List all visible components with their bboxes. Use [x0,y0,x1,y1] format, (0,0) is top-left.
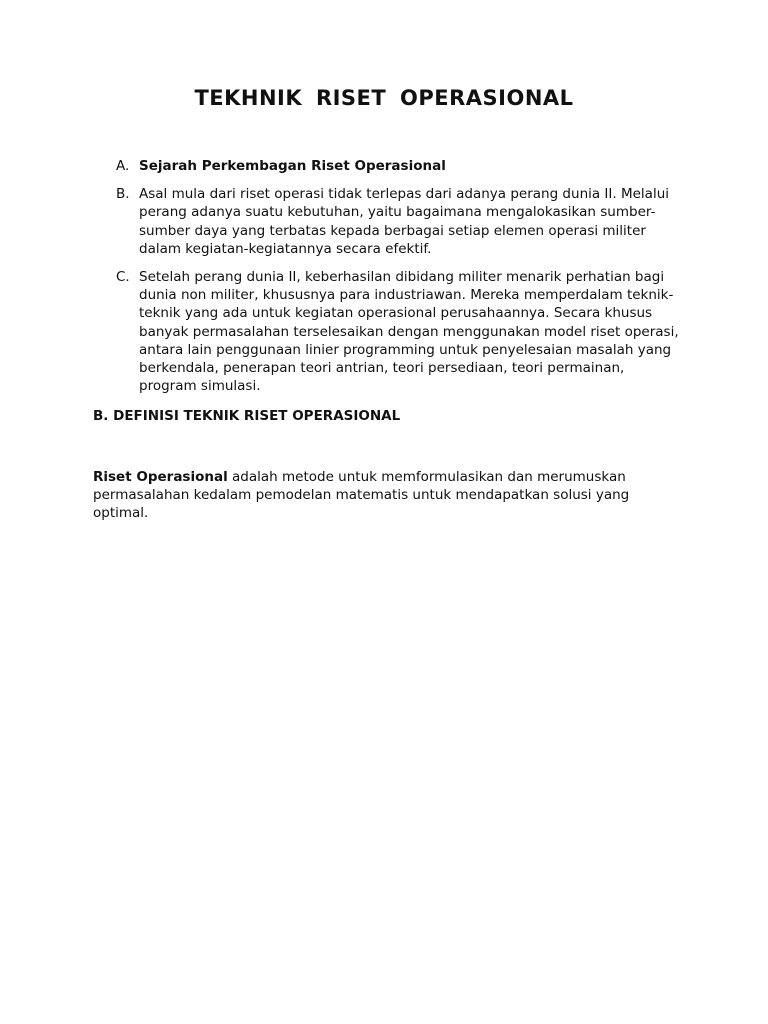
list-marker: A. [116,158,130,174]
definition-text: adalah metode untuk memformulasikan dan merumuskan permasalahan kedalam pemodelan matematis untuk mendapatkan solusi yang optimal. [93,469,630,522]
list-item-text: Setelah perang dunia II, keberhasilan dibidang militer menarik perhatian bagi dunia non militer, khususnya para industriawan. Mereka memperdalam teknik-teknik yang ada untuk kegiatan operasional perusahaannya. Secara khusus banyak permasalahan terselesaikan dengan menggunakan model riset operasi, antara lain penggunaan linier programming untuk penyelesaian masalah yang berkendala, penerapan teori antrian, teori persediaan, teori permainan, program simulasi. [139,269,679,395]
list-item-text: Sejarah Perkembagan Riset Operasional [139,158,446,174]
list-marker: B. [116,186,130,203]
history-list [116,157,686,405]
list-item [116,157,686,175]
list-item [116,185,686,258]
document-title: TEKHNIK RISET OPERASIONAL [194,86,574,110]
list-item-text: Asal mula dari riset operasi tidak terlepas dari adanya perang dunia II. Melalui perang adanya suatu kebutuhan, yaitu bagaimana mengalokasikan sumber-sumber daya yang terbatas kepada berbagai setiap elemen operasi militer dalam kegiatan-kegiatannya secara efektif. [139,186,670,257]
list-marker: C. [116,269,130,286]
section-heading-definisi: B. DEFINISI TEKNIK RISET OPERASIONAL [93,408,401,424]
definition-paragraph [93,468,673,523]
list-item [116,268,686,395]
definition-term: Riset Operasional [93,469,228,485]
